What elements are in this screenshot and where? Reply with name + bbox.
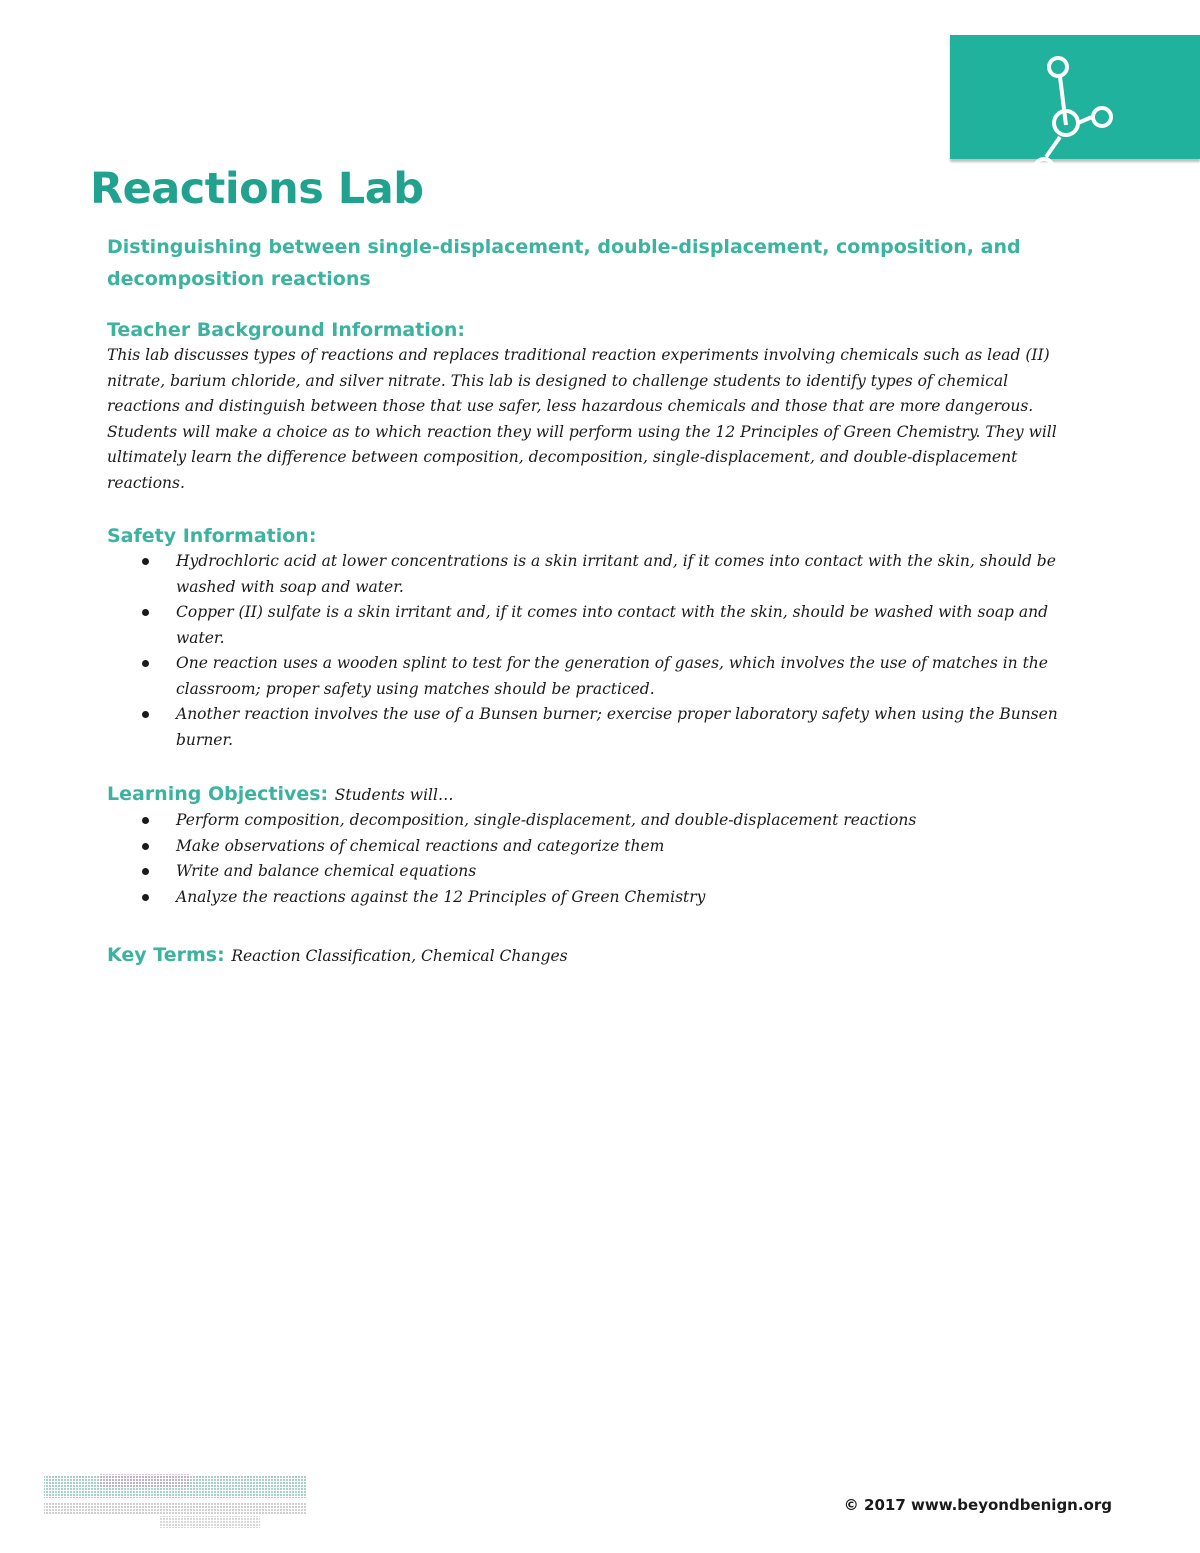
bullet-icon bbox=[142, 868, 149, 875]
page-subtitle: Distinguishing between single-displacement, double-displacement, composition, and decomposition reactions bbox=[107, 236, 1021, 290]
bullet-icon bbox=[142, 894, 149, 901]
objective-item bbox=[107, 808, 1067, 834]
page-title: Reactions Lab bbox=[90, 164, 424, 214]
background-heading: Teacher Background Information: bbox=[107, 319, 465, 341]
objective-item bbox=[107, 859, 1067, 885]
background-section bbox=[107, 317, 1067, 496]
objective-item-text: Make observations of chemical reactions and categorize them bbox=[176, 836, 665, 855]
bullet-icon bbox=[142, 711, 149, 718]
safety-heading: Safety Information: bbox=[107, 525, 317, 547]
key-terms-text: Reaction Classification, Chemical Changes bbox=[231, 947, 568, 965]
bullet-icon bbox=[142, 558, 149, 565]
safety-item-text: Copper (II) sulfate is a skin irritant and, if it comes into contact with the skin, should be washed with soap and water. bbox=[176, 603, 1049, 647]
header-badge bbox=[950, 35, 1200, 159]
beyond-benign-logo-icon bbox=[40, 1470, 312, 1532]
safety-item bbox=[107, 549, 1067, 600]
bullet-icon bbox=[142, 609, 149, 616]
bullet-icon bbox=[142, 817, 149, 824]
safety-item-text: Another reaction involves the use of a Bunsen burner; exercise proper laboratory safety when using the Bunsen burner. bbox=[176, 705, 1058, 749]
molecule-icon bbox=[1030, 53, 1130, 193]
safety-item bbox=[107, 702, 1067, 753]
objective-item-text: Analyze the reactions against the 12 Principles of Green Chemistry bbox=[176, 887, 706, 906]
safety-section bbox=[107, 523, 1067, 753]
key-terms-line bbox=[107, 942, 1067, 969]
objective-item bbox=[107, 885, 1067, 911]
objectives-heading: Learning Objectives: bbox=[107, 783, 329, 805]
objectives-list bbox=[107, 808, 1067, 910]
bullet-icon bbox=[142, 843, 149, 850]
key-terms-section bbox=[107, 942, 1067, 969]
footer-copyright: © 2017 www.beyondbenign.org bbox=[843, 1496, 1112, 1514]
key-terms-heading: Key Terms: bbox=[107, 944, 225, 966]
safety-item-text: Hydrochloric acid at lower concentrations is a skin irritant and, if it comes into contact with the skin, should be washed with soap and water. bbox=[176, 552, 1056, 596]
objectives-section bbox=[107, 781, 1067, 910]
safety-list bbox=[107, 549, 1067, 753]
objective-item bbox=[107, 834, 1067, 860]
objective-item-text: Perform composition, decomposition, single-displacement, and double-displacement reactions bbox=[176, 811, 917, 829]
safety-item-text: One reaction uses a wooden splint to test for the generation of gases, which involves the use of matches in the classroom; proper safety using matches should be practiced. bbox=[176, 654, 1048, 698]
objective-item-text: Write and balance chemical equations bbox=[176, 862, 477, 880]
safety-item bbox=[107, 600, 1067, 651]
objectives-heading-line bbox=[107, 781, 1067, 808]
safety-item bbox=[107, 651, 1067, 702]
objectives-lead: Students will… bbox=[334, 786, 454, 804]
bullet-icon bbox=[142, 660, 149, 667]
background-text: This lab discusses types of reactions and replaces traditional reaction experiments involving chemicals such as lead (II) nitrate, barium chloride, and silver nitrate. This lab is designed to challenge students to identify types of chemical reactions and distinguish between those that use safer, less hazardous chemicals and those that are more dangerous. Students will make a choice as to which reaction they will perform using the 12 Principles of Green Chemistry. They will ultimately learn the difference between composition, decomposition, single-displacement, and double-displacement reactions. bbox=[107, 346, 1057, 492]
